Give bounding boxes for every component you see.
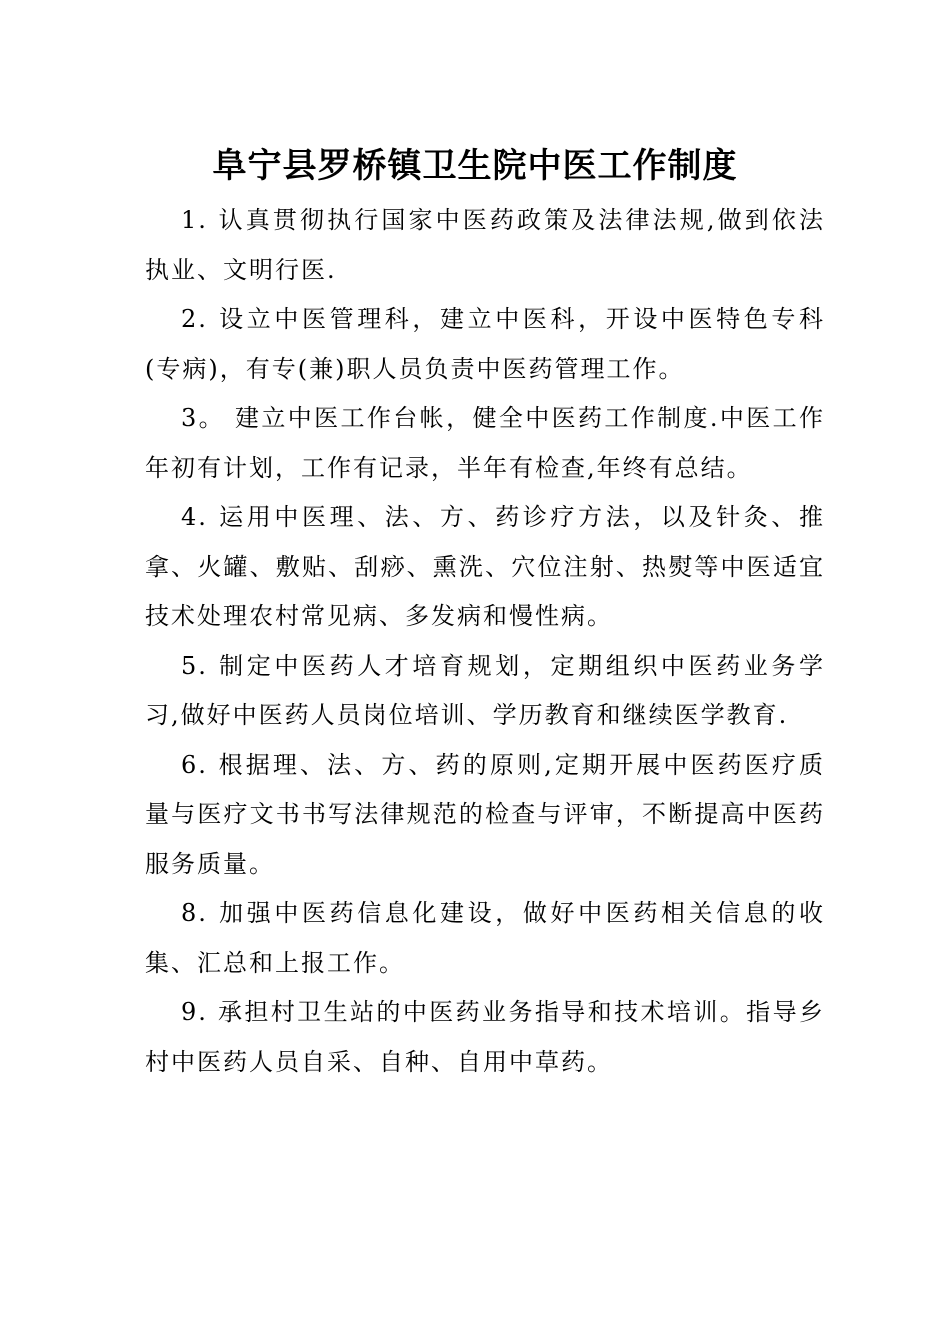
paragraph-9: 9. 承担村卫生站的中医药业务指导和技术培训。指导乡村中医药人员自采、自种、自用中草药。 bbox=[145, 998, 825, 1076]
paragraph-5: 5. 制定中医药人才培育规划，定期组织中医药业务学习,做好中医药人员岗位培训、学历教育和继续医学教育. bbox=[145, 651, 825, 729]
paragraph-3: 3。 建立中医工作台帐，健全中医药工作制度.中医工作年初有计划，工作有记录，半年有检查,年终有总结。 bbox=[145, 404, 825, 482]
paragraph-2: 2. 设立中医管理科，建立中医科，开设中医特色专科(专病)，有专(兼)职人员负责中医药管理工作。 bbox=[145, 305, 825, 383]
paragraph-8: 8. 加强中医药信息化建设，做好中医药相关信息的收集、汇总和上报工作。 bbox=[145, 899, 825, 977]
paragraph-6: 6. 根据理、法、方、药的原则,定期开展中医药医疗质量与医疗文书书写法律规范的检查与评审，不断提高中医药服务质量。 bbox=[145, 750, 825, 878]
document-title: 阜宁县罗桥镇卫生院中医工作制度 bbox=[212, 146, 738, 186]
document-body bbox=[145, 196, 825, 1087]
paragraph-1: 1. 认真贯彻执行国家中医药政策及法律法规,做到依法执业、文明行医. bbox=[145, 206, 825, 284]
paragraph-4: 4. 运用中医理、法、方、药诊疗方法，以及针灸、推拿、火罐、敷贴、刮痧、熏洗、穴位注射、热熨等中医适宜技术处理农村常见病、多发病和慢性病。 bbox=[145, 503, 825, 630]
